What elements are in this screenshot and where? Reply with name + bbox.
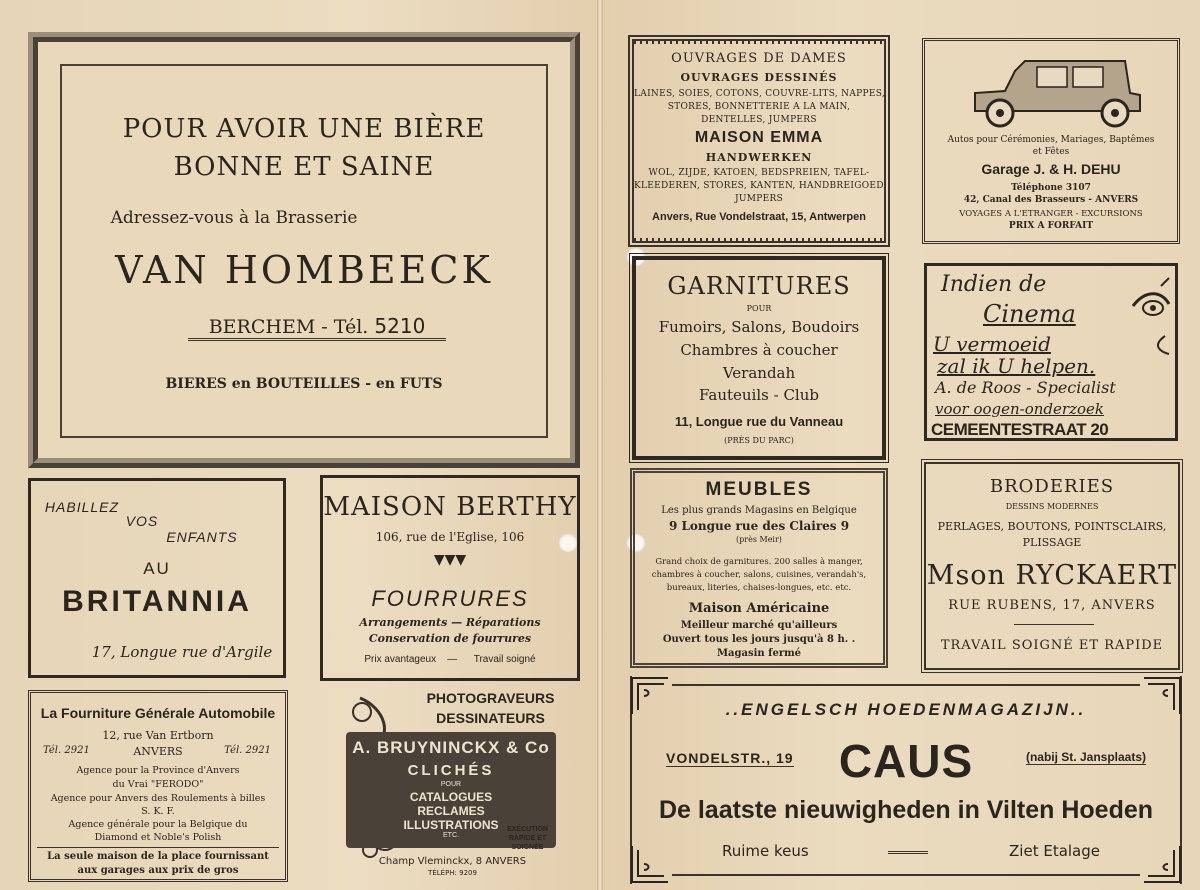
line-1: Indien de [941, 272, 1047, 297]
ad-britannia [28, 478, 286, 678]
store-address: Anvers, Rue Vondelstraat, 15, Antwerpen [652, 211, 866, 223]
address-note: (près Meir) [736, 535, 782, 544]
footer-line-1: La seule maison de la place fournissant [47, 851, 269, 862]
etc-label: ETC. [443, 832, 459, 839]
services-line-1: Arrangements — Réparations [359, 616, 541, 629]
ad-meubles [630, 468, 888, 668]
footer-dash: — [447, 654, 458, 665]
address-line [188, 314, 446, 341]
footer-right: Ziet Etalage [1009, 842, 1100, 860]
item-4: Fauteuils - Club [699, 386, 819, 404]
footer: TRAVAIL SOIGNÉ ET RAPIDE [940, 638, 1164, 653]
ad-bruyninckx [340, 688, 565, 884]
ad-maison-emma [628, 35, 890, 247]
cliches-label: CLICHÉS [407, 762, 495, 779]
company-address: 12, rue Van Ertborn [102, 729, 214, 742]
heading-1: PHOTOGRAVEURS [426, 690, 555, 706]
city: ANVERS [133, 745, 183, 758]
footer-left: Prix avantageux [364, 654, 437, 665]
footer-2: Ouvert tous les jours jusqu'à 8 h. . [662, 634, 856, 645]
word-au: AU [143, 559, 171, 578]
agency-line-6: Diamond et Noble's Polish [94, 832, 222, 843]
corner-ornament-icon [630, 844, 670, 884]
agency-line-4: S. K. F. [141, 806, 175, 817]
address-note: (PRÈS DU PARC) [724, 436, 794, 445]
footer-1: Meilleur marché qu'ailleurs [680, 620, 838, 631]
ad-maison-berthy [320, 475, 580, 681]
word-vos: VOS [125, 513, 159, 529]
footer-line [323, 654, 577, 665]
bottom-rule [672, 874, 1140, 876]
store-address: 106, rue de l'Eglise, 106 [375, 530, 525, 544]
services-line-2: Conservation de fourrures [368, 632, 532, 645]
services-line-2: et Fêtes [1032, 147, 1070, 157]
store-name: Mson RYCKAERT [926, 560, 1178, 591]
top-rule [672, 684, 1140, 686]
divider [37, 847, 279, 848]
ad-garage-dehu [922, 38, 1180, 244]
description-1: Grand choix de garnitures. 200 salles à manger, [655, 557, 863, 567]
store-address: 11, Longue rue du Vanneau [674, 414, 844, 429]
title: GARNITURES [667, 272, 851, 300]
execution-2: RAPIDE ET [508, 835, 547, 842]
brewery-name: VAN HOMBEECK [115, 248, 493, 292]
store-address: RUE RUBENS, 17, ANVERS [948, 598, 1156, 613]
line-6: voor oogen-onderzoek [935, 400, 1104, 418]
store-address: 17, Longue rue d'Argile [91, 643, 273, 661]
footer-left: Ruime keus [722, 842, 809, 860]
divider [1014, 624, 1094, 625]
services-line-3: VOYAGES A L'ETRANGER - EXCURSIONS [959, 209, 1143, 219]
agency-line-3: Agence pour Anvers des Roulements à billes [50, 793, 266, 804]
tel-right: Tél. 2921 [224, 745, 271, 756]
eye-icon [1131, 276, 1171, 356]
garage-name: Garage J. & H. DEHU [981, 161, 1121, 177]
footer-divider [888, 851, 928, 854]
company-address: Champ Vleminckx, 8 ANVERS [378, 856, 527, 867]
word-habillez: HABILLEZ [44, 499, 120, 515]
company-name: La Fourniture Générale Automobile [40, 705, 276, 721]
store-address: VONDELSTR., 19 [666, 750, 794, 766]
slogan: De laatste nieuwigheden in Vilten Hoeden [658, 796, 1154, 824]
products-line-2: STORES, BONNETTERIE A LA MAIN, [667, 102, 851, 112]
store-address: 9 Longue rue des Claires 9 [668, 519, 850, 533]
ad-ryckaert [924, 462, 1180, 670]
store-name: BRITANNIA [62, 585, 252, 618]
ad-caus [630, 676, 1182, 884]
intro-text: Adressez-vous à la Brasserie [110, 208, 358, 228]
footer-right: Travail soigné [473, 654, 536, 665]
title: BRODERIES [989, 476, 1115, 497]
car-icon [965, 53, 1145, 131]
store-subtitle: HANDWERKEN [705, 151, 813, 164]
pour-label: POUR [440, 781, 462, 788]
item-2: Chambres à coucher [680, 341, 838, 359]
agency-line-1: Agence pour la Province d'Anvers [76, 765, 240, 776]
products-line-1: LAINES, SOIES, COTONS, COUVRE-LITS, NAPPES, [634, 89, 886, 99]
store-name: Maison Américaine [688, 601, 830, 616]
execution-3: SOIGNÉE [511, 844, 544, 851]
agency-line-5: Agence générale pour la Belgique du [68, 819, 248, 830]
logo-mark: ▼▼▼ [433, 552, 467, 568]
title: MEUBLES [705, 479, 813, 500]
headline-line-2: BONNE ET SAINE [173, 152, 435, 182]
execution-1: EXÉCUTION [507, 826, 548, 833]
footer-text: BIERES en BOUTEILLES - en FUTS [165, 376, 443, 392]
greek-border [634, 238, 884, 241]
ad-de-roos [924, 263, 1178, 441]
products-line-3: DENTELLES, JUMPERS [701, 115, 817, 125]
store-name: CAUS [838, 735, 974, 787]
services-2: PLISSAGE [1022, 536, 1082, 549]
footer-3: Magasin fermé [716, 648, 802, 659]
products-nl-line-2: KLEEDEREN, STORES, KANTEN, HANDBREIGOED, [634, 181, 887, 191]
greek-border [634, 41, 884, 44]
heading-1: OUVRAGES DE DAMES [671, 51, 847, 66]
company-phone: TÉLÉPH: 9209 [428, 869, 477, 877]
service-reclames: RECLAMES [417, 804, 485, 818]
ad-fourniture-automobile [28, 690, 288, 882]
company-name: A. BRUYNINCKX & Co [352, 738, 550, 757]
phone-number: 5210 [374, 314, 426, 338]
ad-van-hombeeck [28, 32, 580, 468]
ad-garnitures [632, 256, 886, 460]
pour-label: POUR [746, 304, 772, 313]
tel-line [31, 745, 285, 758]
service-catalogues: CATALOGUES [409, 790, 493, 804]
subtitle: DESSINS MODERNES [1005, 502, 1099, 511]
store-header: ..ENGELSCH HOEDENMAGAZIJN.. [725, 700, 1087, 719]
service-illustrations: ILLUSTRATIONS [403, 818, 499, 832]
address-note: (nabij St. Jansplaats) [1025, 750, 1146, 764]
page-fold [597, 0, 603, 890]
line-4: zal ik U helpen. [937, 354, 1096, 378]
corner-ornament-icon [1142, 844, 1182, 884]
line-2: Cinema [983, 300, 1076, 328]
tel-left: Tél. 2921 [43, 745, 90, 756]
tagline: Les plus grands Magasins en Belgique [661, 505, 857, 516]
services-line-4: PRIX A FORFAIT [1008, 221, 1094, 231]
services-line-1: Autos pour Cérémonies, Mariages, Baptêmes [947, 135, 1155, 145]
store-name: MAISON EMMA [694, 129, 824, 146]
agency-line-2: du Vrai "FERODO" [112, 779, 204, 790]
word-enfants: ENFANTS [166, 529, 238, 545]
heading-2: DESSINATEURS [436, 710, 545, 726]
store-name: MAISON BERTHY [323, 492, 577, 522]
line-3: U vermoeid [933, 332, 1051, 356]
item-3: Verandah [722, 364, 796, 382]
garage-phone: Téléphone 3107 [1011, 183, 1091, 193]
address-text: BERCHEM - Tél. [208, 316, 369, 338]
services-1: PERLAGES, BOUTONS, POINTSCLAIRS, [937, 520, 1167, 533]
heading-2: OUVRAGES DESSINÉS [680, 71, 838, 84]
products-nl-line-1: WOL, ZIJDE, KATOEN, BEDSPREIEN, TAFEL- [648, 168, 870, 178]
products-nl-line-3: JUMPERS [734, 194, 784, 204]
description-2: chambres à coucher, salons, cuisines, verandah's, [651, 570, 867, 580]
title-fourrures: FOURRURES [371, 586, 529, 611]
item-1: Fumoirs, Salons, Boudoirs [658, 318, 860, 336]
line-7: CEMEENTESTRAAT 20 [931, 420, 1109, 439]
footer-line-2: aux garages aux prix de gros [77, 865, 239, 876]
line-5: A. de Roos - Specialist [935, 378, 1116, 397]
garage-address: 42, Canal des Brasseurs - ANVERS [963, 195, 1139, 205]
headline-line-1: POUR AVOIR UNE BIÈRE [122, 114, 486, 144]
description-3: bureaux, literies, chaises-longues, etc. etc. [666, 583, 852, 593]
